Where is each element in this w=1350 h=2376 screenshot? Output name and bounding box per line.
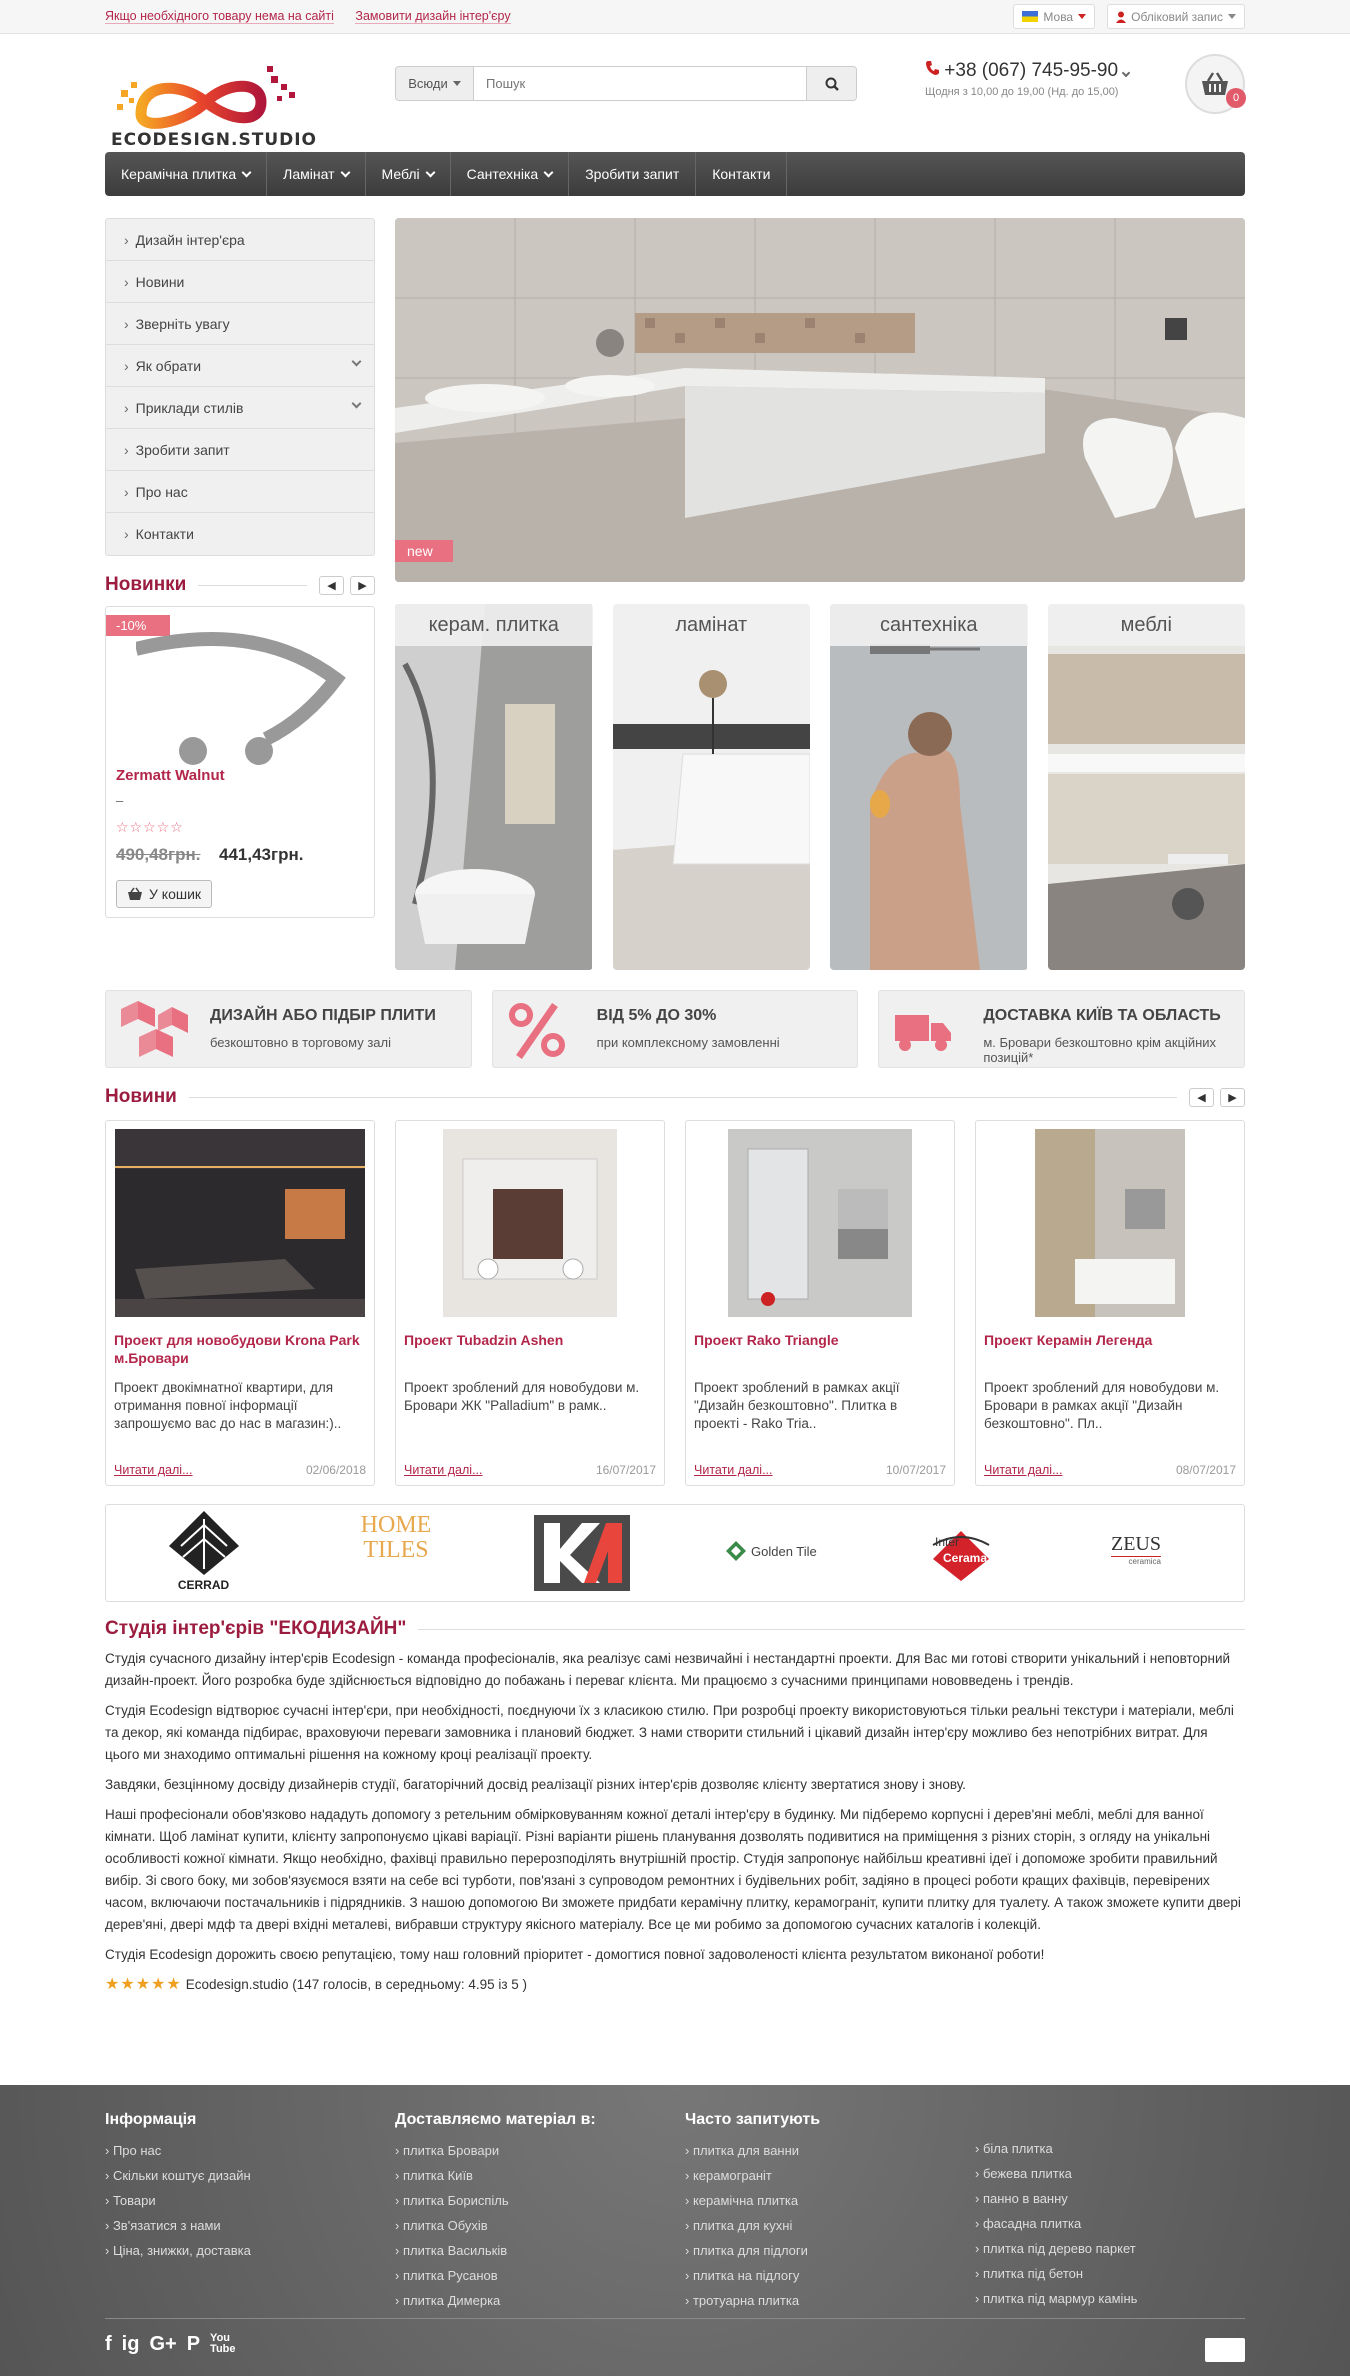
category-label: керам. плитка [395, 604, 593, 646]
km-logo-icon [534, 1515, 630, 1591]
nav-furniture[interactable] [366, 152, 451, 196]
scroll-up-icon[interactable] [1205, 2338, 1245, 2362]
nav-label: Меблі [381, 166, 420, 182]
title-divider [189, 1097, 1177, 1098]
footer-link[interactable]: › бежева плитка [975, 2166, 1137, 2191]
footer-link[interactable]: › Скільки коштує дизайн [105, 2168, 251, 2193]
ceramic-tile-photo [395, 604, 592, 970]
footer-link[interactable]: › Ціна, знижки, доставка [105, 2243, 251, 2268]
nav-label: Сантехніка [466, 166, 539, 182]
read-more-link[interactable]: Читати далі... [114, 1463, 193, 1477]
working-hours: Щодня з 10,00 до 19,00 (Нд. до 15,00) [925, 86, 1119, 98]
category-plumbing[interactable] [830, 604, 1028, 970]
new-tag: new [395, 540, 453, 562]
footer-link[interactable]: › панно в ванну [975, 2191, 1137, 2216]
top-bar [0, 0, 1350, 34]
footer-link[interactable]: › плитка Бровари [395, 2143, 596, 2168]
feature-title: ДОСТАВКА КИЇВ ТА ОБЛАСТЬ [983, 1007, 1221, 1024]
nav-laminate[interactable] [267, 152, 365, 196]
news-image [728, 1129, 912, 1317]
footer-link[interactable]: › керамічна плитка [685, 2193, 820, 2218]
footer-faq-column [685, 2111, 820, 2318]
basket-icon [1200, 71, 1230, 97]
footer-link[interactable]: › Про нас [105, 2143, 251, 2168]
youtube-icon[interactable]: You Tube [210, 2332, 236, 2355]
about-title: Студія інтер'єрів "ЕКОДИЗАЙН" [105, 1618, 407, 1639]
chevron-down-icon [544, 167, 554, 177]
product-image [136, 619, 346, 769]
add-to-cart-button[interactable] [116, 880, 212, 908]
nav-ceramic-tile[interactable] [105, 152, 267, 196]
search-button[interactable] [806, 67, 856, 100]
title-divider [198, 585, 307, 586]
footer-divider [105, 2318, 1245, 2319]
footer-column-title: Інформація [105, 2111, 197, 2128]
category-ceramic-tile[interactable] [395, 604, 593, 970]
read-more-link[interactable]: Читати далі... [984, 1463, 1063, 1477]
old-price: 490,48грн. [116, 845, 201, 864]
phone-prefix: +38 (067) [944, 60, 1027, 81]
facebook-icon[interactable]: f [105, 2333, 112, 2355]
brand-name: Golden Tile [751, 1543, 817, 1559]
social-links [105, 2332, 236, 2356]
footer [0, 2085, 1350, 2376]
account-dropdown[interactable] [1107, 4, 1245, 29]
footer-link[interactable]: › плитка для ванни [685, 2143, 820, 2168]
caret-down-icon [1078, 14, 1086, 19]
side-item-style-examples[interactable] [106, 387, 374, 429]
footer-link[interactable]: › плитка Київ [395, 2168, 596, 2193]
category-label: сантехніка [830, 604, 1028, 646]
cart-count-badge: 0 [1226, 88, 1246, 108]
footer-link[interactable]: › плитка на підлогу [685, 2268, 820, 2293]
footer-link[interactable]: › біла плитка [975, 2141, 1137, 2166]
caret-down-icon [1228, 14, 1236, 19]
prev-arrow-icon[interactable]: ◀ [319, 576, 344, 595]
category-label: меблі [1048, 604, 1246, 646]
search-bar [395, 66, 857, 101]
brand-intercerama[interactable] [921, 1527, 1001, 1583]
hero-slider[interactable] [395, 218, 1245, 582]
cerrad-logo-icon [169, 1511, 239, 1575]
laminate-photo [613, 604, 810, 970]
brand-km[interactable] [534, 1515, 630, 1594]
chevron-down-icon [242, 167, 252, 177]
brand-name: Inter [935, 1535, 960, 1549]
phone-block [925, 60, 1129, 98]
new-products-title: Новинки [105, 574, 187, 595]
title-divider [418, 1629, 1245, 1630]
furniture-photo [1048, 604, 1245, 970]
brand-name: TILES [363, 1537, 429, 1563]
footer-link[interactable]: › фасадна плитка [975, 2216, 1137, 2241]
top-links [105, 9, 529, 23]
rating-stars[interactable]: ★★★★★ [105, 1976, 182, 1993]
next-arrow-icon[interactable]: ▶ [350, 576, 375, 595]
prev-arrow-icon[interactable]: ◀ [1189, 1088, 1214, 1107]
caret-down-icon [453, 81, 461, 86]
read-more-link[interactable]: Читати далі... [694, 1463, 773, 1477]
nav-contacts[interactable] [696, 152, 787, 196]
category-laminate[interactable] [613, 604, 811, 970]
about-paragraph: Студія Ecodesign дорожить своєю репутацією, тому наш головний пріоритет - домогтися повної задоволеності клієнта результатом виконаної роботи! [105, 1947, 1045, 1962]
chevron-down-icon [1122, 69, 1130, 77]
footer-link[interactable]: › плитка Русанов [395, 2268, 596, 2293]
footer-link[interactable]: › плитка для кухні [685, 2218, 820, 2243]
bathroom-photo [395, 218, 1245, 582]
footer-link[interactable]: › плитка Обухів [395, 2218, 596, 2243]
side-item-attention[interactable] [106, 303, 374, 345]
header [105, 34, 1245, 152]
price: 441,43грн. [219, 845, 304, 864]
news-card-date: 10/07/2017 [885, 1463, 946, 1477]
brand-name: HOME [360, 1512, 432, 1538]
chevron-down-icon [352, 399, 362, 409]
phone-digits: 745-95-90 [1031, 60, 1119, 81]
account-label: Обліковий запис [1131, 9, 1223, 24]
nav-label: Зробити запит [585, 166, 680, 182]
side-item-contacts[interactable] [106, 513, 374, 555]
product-subtitle: – [116, 793, 124, 808]
side-item-label: › Новини [135, 273, 185, 290]
footer-link[interactable]: › плитка для підлоги [685, 2243, 820, 2268]
about-paragraph: Завдяки, безцінному досвіду дизайнерів студії, багаторічний досвід реалізації різних інтер'єрів дозволяє клієнту звертатися знову і знову. [105, 1777, 966, 1792]
news-card-title[interactable]: Проект Rako Triangle [694, 1332, 839, 1348]
plumbing-photo [830, 604, 1027, 970]
nav-label: Контакти [712, 166, 771, 182]
footer-info-column [105, 2111, 251, 2268]
side-item-about[interactable] [106, 471, 374, 513]
news-image [1035, 1129, 1185, 1317]
side-item-label: › Дизайн інтер'єра [135, 231, 245, 248]
side-item-label: › Зверніть увагу [135, 315, 230, 332]
truck-icon [893, 999, 953, 1061]
side-menu [105, 218, 375, 556]
pinterest-icon[interactable]: P [186, 2333, 201, 2355]
add-to-cart-label: У кошик [149, 886, 202, 902]
news-block [105, 1086, 1245, 1486]
main-nav [105, 152, 1245, 196]
category-label: ламінат [613, 604, 811, 646]
about-section [105, 1618, 1245, 1994]
feature-delivery [878, 990, 1245, 1068]
footer-link[interactable]: › плитка під мармур камінь [975, 2291, 1137, 2316]
language-label: Мова [1043, 9, 1074, 24]
about-paragraph: Студія Ecodesign відтворює сучасні інтер'єри, при необхідності, поєднуючи їх з класикою стилю. При розробці проекту використовуються тільки реальні текстури і матеріали, меблі та декор, які команда підбирає, враховуючи переваги замовника і плановий бюджет. З нами створити стильний і цікавий дизайн інтер'єру можливо без непотрібних витрат. Для цього ми знаходимо оптимальні рішення на кожному кроці реалізації проекту. [105, 1703, 1234, 1762]
phone-number[interactable] [925, 60, 1129, 82]
news-card[interactable] [395, 1120, 665, 1486]
chevron-down-icon [352, 357, 362, 367]
footer-link[interactable]: › плитка Бориспіль [395, 2193, 596, 2218]
user-icon [1116, 11, 1126, 23]
phone-icon [925, 60, 939, 76]
news-card-title[interactable]: Проект для новобудови Krona Park м.Бровари [114, 1332, 360, 1366]
feature-title: ВІД 5% ДО 30% [596, 1007, 717, 1024]
rating-stars: ☆☆☆☆☆ [116, 819, 184, 835]
language-dropdown[interactable] [1013, 4, 1095, 29]
missing-product-link[interactable]: Якщо необхідного товару нема на сайті [105, 9, 334, 23]
search-icon [825, 77, 839, 91]
chevron-down-icon [425, 167, 435, 177]
brand-cerrad[interactable] [161, 1511, 246, 1592]
side-item-label: › Контакти [135, 526, 194, 542]
brand-name: ceramica [1111, 1556, 1161, 1566]
sale-badge: -10% [106, 615, 170, 636]
instagram-icon[interactable]: ig [121, 2333, 140, 2355]
brands-carousel [105, 1504, 1245, 1602]
brand-golden-tile[interactable] [726, 1541, 817, 1561]
feature-text: безкоштовно в торговому залі [210, 1035, 391, 1050]
side-item-how-to-choose[interactable] [106, 345, 374, 387]
footer-link[interactable]: › плитка під дерево паркет [975, 2241, 1137, 2266]
news-card-date: 16/07/2017 [595, 1463, 656, 1477]
news-card[interactable] [975, 1120, 1245, 1486]
feature-title: ДИЗАЙН АБО ПІДБІР ПЛИТИ [210, 1007, 436, 1024]
footer-link[interactable]: › тротуарна плитка [685, 2293, 820, 2318]
feature-design [105, 990, 472, 1068]
news-card-title[interactable]: Проект Керамін Легенда [984, 1332, 1153, 1348]
news-card-text: Проект зроблений для новобудови м. Бровари в рамках акції "Дизайн безкоштовно". Пл.. [984, 1380, 1220, 1431]
news-image [115, 1129, 365, 1317]
about-paragraph: Наші професіонали обов'язково нададуть допомогу з ретельним обмірковуванням кожної деталі інтер'єру в будинку. Ми підберемо корпусні і дерев'яні меблі, меблі для ванної кімнати. Щоб ламінат купити, клієнту запропонуємо цікаві варіації. Різні варіанти рішень планування дозволять подивитися на приміщення з різних сторін, з огляду на унікальні особливості кожної кімнати. Якщо необхідно, фахівці правильно перерозподілять внутрішній простір. Студія запропонує найбільш креативні ідеї і допоможе зробити правильний вибір. Зі свого боку, ми зобов'язуємося взяти на себе всі турботи, пов'язані з супроводом ремонтних і будівельних робіт, задіяно в процесі роботи кращих фахівців, перевірених часом, включаючи постачальників і підрядників. З нашою допомогою Ви зможете придбати керамічну плитку, керамограніт, купити плитку для туалету. А також зможете купити двері дерев'яні, двері мдф та двері вхідні металеві, вибравши структуру якісного матеріалу. Все це ми робимо за допомогою сучасних каталогів і колекцій. [105, 1807, 1241, 1932]
next-arrow-icon[interactable]: ▶ [1220, 1088, 1245, 1107]
news-card-text: Проект двокімнатної квартири, для отримання повної інформації запрошуємо вас до нас в магазин:).. [114, 1380, 342, 1431]
search-input[interactable] [474, 67, 806, 100]
brand-name: Cerama [943, 1551, 988, 1565]
footer-column-title: Часто запитують [685, 2111, 821, 2128]
order-design-link[interactable]: Замовити дизайн інтер'єру [355, 9, 511, 23]
nav-label: Ламінат [283, 166, 335, 182]
news-card-title[interactable]: Проект Tubadzin Ashen [404, 1332, 564, 1348]
news-card[interactable] [105, 1120, 375, 1486]
cart-button[interactable] [1185, 54, 1245, 114]
side-item-request[interactable] [106, 429, 374, 471]
site-rating [105, 1974, 1245, 1994]
nav-make-request[interactable] [569, 152, 696, 196]
news-image [443, 1129, 617, 1317]
side-item-label: › Приклади стилів [135, 399, 244, 416]
news-card-text: Проект зроблений для новобудови м. Бровари ЖК "Palladium" в рамк.. [404, 1380, 640, 1413]
search-category-label: Всюди [408, 76, 448, 91]
google-plus-icon[interactable]: G+ [149, 2333, 177, 2355]
category-cards [395, 604, 1245, 970]
nav-label: Керамічна плитка [121, 166, 237, 182]
side-item-news[interactable] [106, 261, 374, 303]
feature-text: при комплексному замовленні [596, 1035, 780, 1050]
footer-column-title: Доставляємо матеріал в: [395, 2111, 596, 2128]
chevron-down-icon [340, 167, 350, 177]
search-category-select[interactable] [396, 67, 474, 100]
side-item-label: › Як обрати [135, 357, 202, 374]
read-more-link[interactable]: Читати далі... [404, 1463, 483, 1477]
footer-link[interactable]: › керамограніт [685, 2168, 820, 2193]
percent-icon [507, 999, 567, 1061]
boxes-icon [120, 999, 190, 1061]
product-card[interactable] [105, 606, 375, 918]
news-card-date: 02/06/2018 [305, 1463, 366, 1477]
nav-plumbing[interactable] [451, 152, 570, 196]
side-item-interior-design[interactable] [106, 219, 374, 261]
news-card-date: 08/07/2017 [1175, 1463, 1236, 1477]
footer-link[interactable]: › Зв'язатися з нами [105, 2218, 251, 2243]
brand-home-tiles[interactable] [346, 1513, 446, 1563]
basket-icon [127, 887, 143, 901]
footer-link[interactable]: › плитка під бетон [975, 2266, 1137, 2291]
about-paragraph: Студія сучасного дизайну інтер'єрів Ecodesign - команда професіоналів, яка реалізує самі незвичайні і нестандартні проекти. Для Вас ми готові створити унікальний і неповторний дизайн-проект. Його розробка буде здійснюється відповідно до побажань і переваг клієнта. Ми працюємо з сучасними принципами нововведень і трендів. [105, 1651, 1231, 1688]
news-title: Новини [105, 1086, 177, 1107]
logo-text: ECODESIGN.STUDIO [111, 130, 318, 150]
brand-zeus[interactable] [1111, 1533, 1161, 1566]
category-furniture[interactable] [1048, 604, 1246, 970]
ukraine-flag-icon [1022, 11, 1038, 22]
news-card[interactable] [685, 1120, 955, 1486]
features-row [105, 990, 1245, 1068]
news-card-text: Проект зроблений в рамках акції "Дизайн безкоштовно". Плитка в проекті - Rako Tria.. [694, 1380, 900, 1431]
feature-discount [492, 990, 859, 1068]
footer-delivery-column [395, 2111, 596, 2318]
footer-link[interactable]: › плитка Васильків [395, 2243, 596, 2268]
side-item-label: › Зробити запит [135, 441, 230, 458]
product-name[interactable]: Zermatt Walnut [116, 767, 225, 784]
new-products-block [105, 574, 375, 918]
rating-text: Ecodesign.studio (147 голосів, в середньому: 4.95 із 5 ) [185, 1976, 528, 1992]
golden-tile-logo-icon [726, 1541, 746, 1561]
feature-text: м. Бровари безкоштовно крім акційних позицій* [983, 1035, 1217, 1065]
footer-link[interactable]: › Товари [105, 2193, 251, 2218]
footer-tiles-column [975, 2141, 1137, 2316]
side-item-label: › Про нас [135, 483, 188, 500]
footer-link[interactable]: › плитка Димерка [395, 2293, 596, 2318]
brand-name: CERRAD [177, 1578, 230, 1592]
brand-name: ZEUS [1111, 1533, 1161, 1555]
